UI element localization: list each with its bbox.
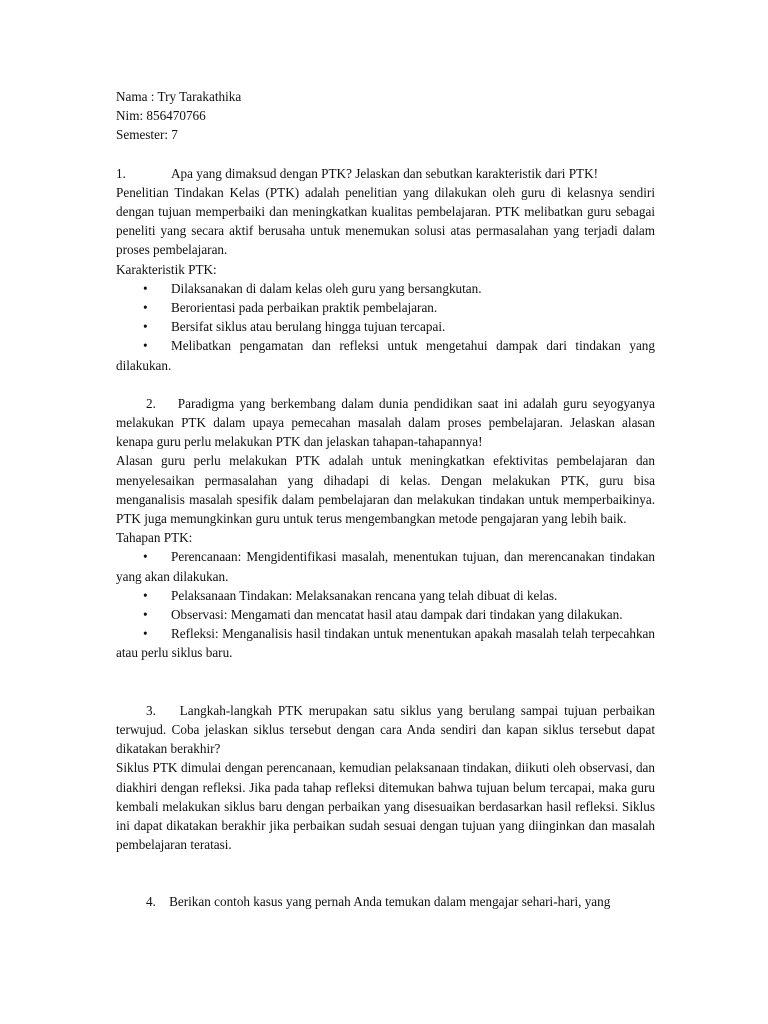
- student-name: Nama : Try Tarakathika: [116, 89, 242, 104]
- question-1: [116, 164, 655, 183]
- question-1-text: Apa yang dimaksud dengan PTK? Jelaskan dan sebutkan karakteristik dari PTK!: [171, 165, 599, 181]
- bullet-icon: •: [143, 549, 148, 565]
- list-item: • Pelaksanaan Tindakan: Melaksanakan rencana yang telah dibuat di kelas.: [116, 586, 655, 605]
- bullet-icon: •: [143, 338, 148, 354]
- question-4-number: 4.: [146, 894, 156, 910]
- list-item: • Melibatkan pengamatan dan refleksi untuk mengetahui dampak dari tindakan yang dilakukan.: [116, 338, 655, 373]
- question-4: [116, 892, 655, 911]
- answer-2-list-title: Tahapan PTK:: [116, 530, 193, 546]
- answer-2-text: Alasan guru perlu melakukan PTK adalah untuk meningkatkan efektivitas pembelajaran dan menyelesaikan permasalahan yang dihadapi di kelas. Dengan melakukan PTK, guru bisa menganalisis masalah spesifik dalam pembelajaran dan melakukan tindakan untuk memperbaikinya. PTK juga memungkinkan guru untuk terus mengembangkan metode pengajaran yang lebih baik.: [116, 453, 655, 527]
- question-2-text: Paradigma yang berkembang dalam dunia pendidikan saat ini adalah guru seyogyanya melakukan PTK dalam upaya pemecahan masalah dalam proses pembelajaran. Jelaskan alasan kenapa guru perlu melakukan PTK dan jelaskan tahapan-tahapannya!: [116, 395, 656, 450]
- list-item: • Refleksi: Menganalisis hasil tindakan untuk menentukan apakah masalah telah terpecahkan atau perlu siklus baru.: [116, 626, 655, 661]
- list-item: • Berorientasi pada perbaikan praktik pembelajaran.: [116, 298, 655, 317]
- question-2-number: 2.: [146, 395, 156, 411]
- answer-2-list: [116, 547, 655, 662]
- question-3-number: 3.: [146, 702, 156, 718]
- question-3: [116, 701, 655, 759]
- bullet-icon: •: [143, 280, 148, 296]
- bullet-icon: •: [143, 300, 148, 316]
- student-nim: Nim: 856470766: [116, 108, 206, 124]
- answer-1-list: [116, 279, 655, 375]
- list-item: • Observasi: Mengamati dan mencatat hasil atau dampak dari tindakan yang dilakukan.: [116, 605, 655, 624]
- question-4-text: Berikan contoh kasus yang pernah Anda temukan dalam mengajar sehari-hari, yang: [169, 894, 611, 910]
- answer-1-list-title: Karakteristik PTK:: [116, 261, 217, 277]
- list-item: • Perencanaan: Mengidentifikasi masalah, menentukan tujuan, dan merencanakan tindakan yang akan dilakukan.: [116, 549, 655, 584]
- answer-1-text: Penelitian Tindakan Kelas (PTK) adalah penelitian yang dilakukan oleh guru di kelasnya sendiri dengan tujuan memperbaiki dan meningkatkan kualitas pembelajaran. PTK melibatkan guru sebagai peneliti yang secara aktif berusaha untuk menemukan solusi atas permasalahan yang terjadi dalam proses pembelajaran.: [116, 184, 655, 258]
- bullet-icon: •: [143, 626, 148, 642]
- student-semester: Semester: 7: [116, 127, 178, 143]
- bullet-icon: •: [143, 607, 148, 623]
- bullet-icon: •: [143, 319, 148, 335]
- question-2: [116, 394, 655, 452]
- bullet-icon: •: [143, 587, 148, 603]
- question-1-number: 1.: [116, 165, 126, 181]
- list-item: • Bersifat siklus atau berulang hingga tujuan tercapai.: [116, 317, 655, 336]
- answer-3-text: Siklus PTK dimulai dengan perencanaan, kemudian pelaksanaan tindakan, diikuti oleh observasi, dan diakhiri dengan refleksi. Jika pada tahap refleksi ditemukan bahwa tujuan belum tercapai, maka guru kembali melakukan siklus baru dengan perbaikan yang disesuaikan berdasarkan hasil refleksi. Siklus ini dapat dikatakan berakhir jika perbaikan sudah sesuai dengan tujuan yang diinginkan dan masalah pembelajaran teratasi.: [116, 760, 655, 853]
- question-3-text: Langkah-langkah PTK merupakan satu siklus yang berulang sampai tujuan perbaikan terwujud. Coba jelaskan siklus tersebut dengan cara Anda sendiri dan kapan siklus tersebut dapat dikatakan berakhir?: [116, 702, 655, 757]
- list-item: • Dilaksanakan di dalam kelas oleh guru yang bersangkutan.: [116, 279, 655, 298]
- document-body: [116, 87, 655, 912]
